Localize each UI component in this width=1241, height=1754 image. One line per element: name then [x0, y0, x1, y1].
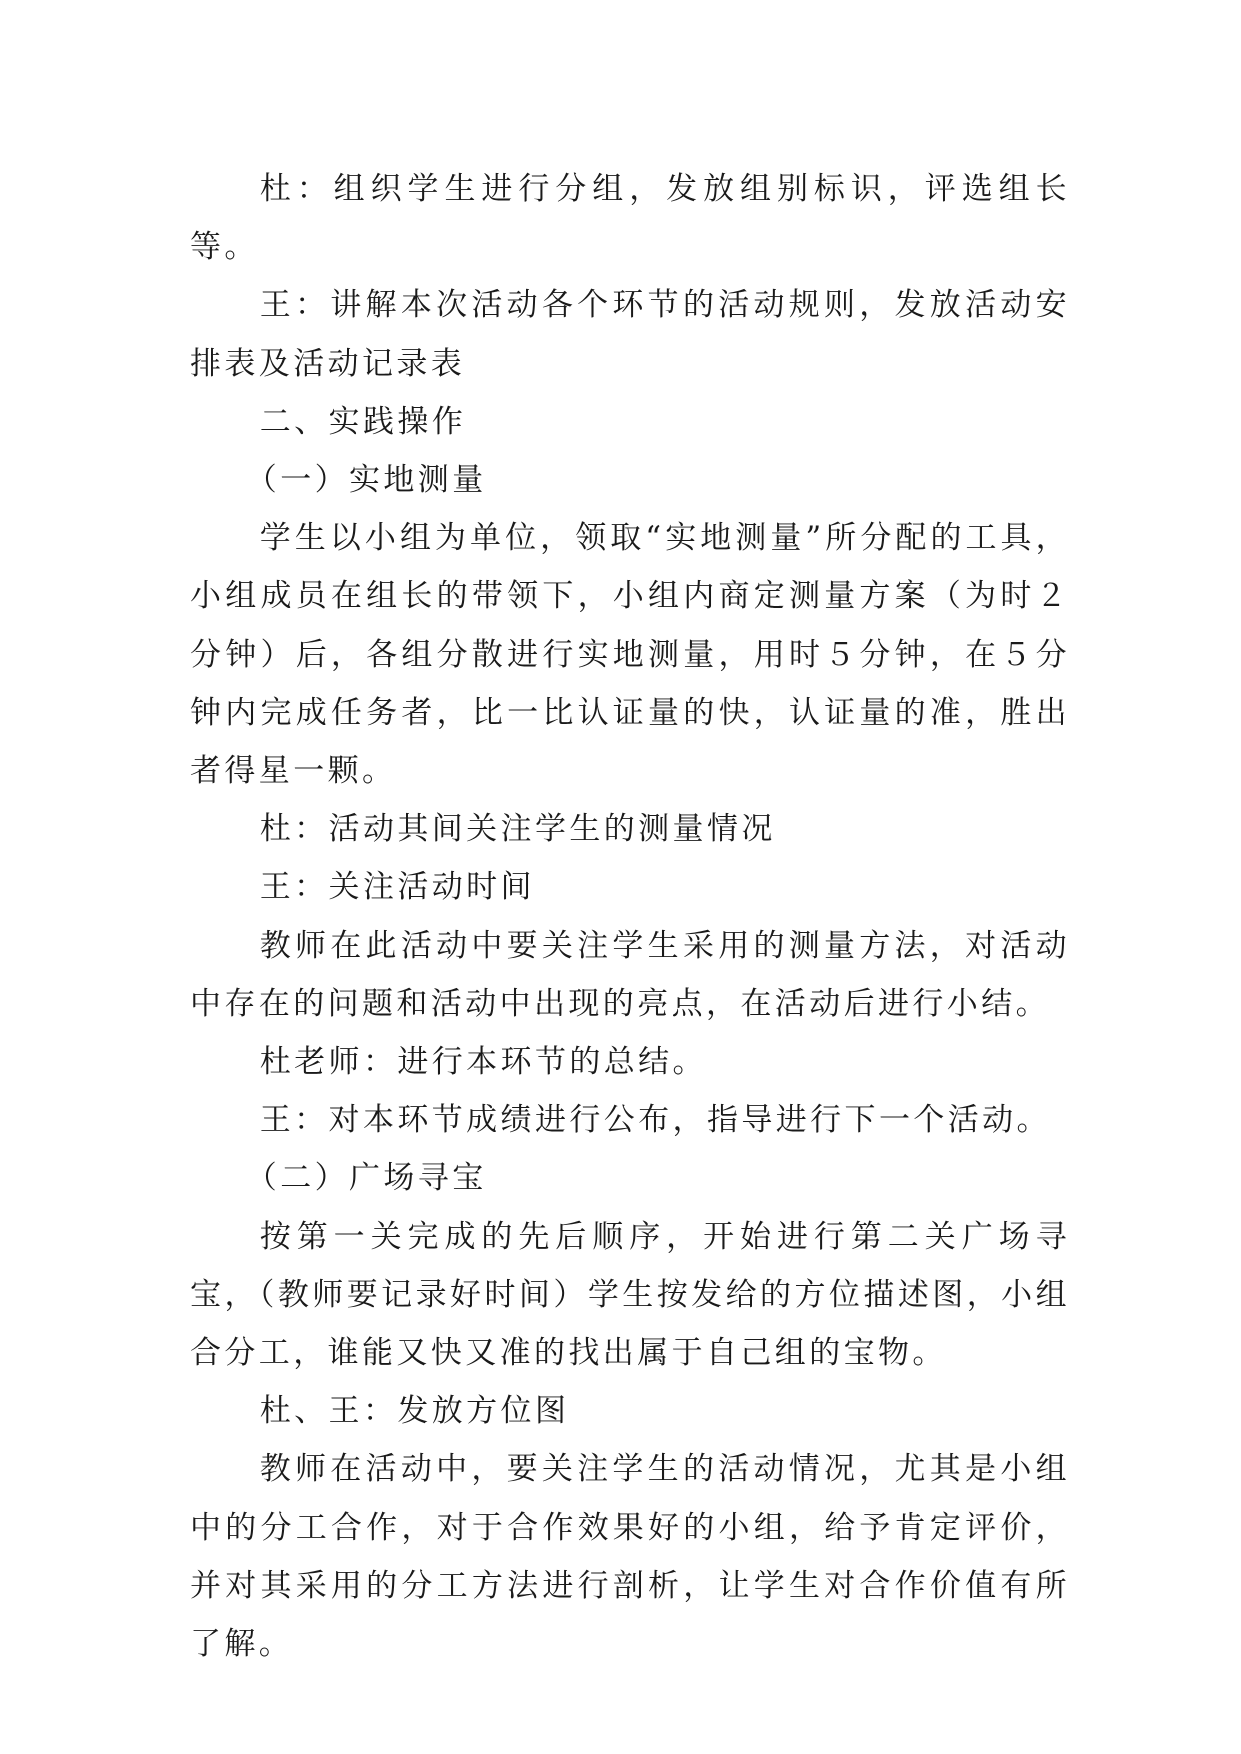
- paragraph-teacher-summary: 教师在此活动中要关注学生采用的测量方法，对活动中存在的问题和活动中出现的亮点，在活动后进行小结。: [190, 927, 1070, 1022]
- paragraph-treasure-task: 按第一关完成的先后顺序，开始进行第二关广场寻宝，（教师要记录好时间）学生按发给的方位描述图，小组合分工，谁能又快又准的找出属于自己组的宝物。: [190, 1218, 1070, 1372]
- paragraph-wang-rules: 王：讲解本次活动各个环节的活动规则，发放活动安排表及活动记录表: [190, 287, 1070, 382]
- subsection-heading-measurement: （一）实地测量: [245, 462, 487, 499]
- paragraph-wang-time: 王：关注活动时间: [259, 869, 535, 906]
- paragraph-du-wang-maps: 杜、王：发放方位图: [259, 1393, 570, 1430]
- paragraph-du-observe: 杜：活动其间关注学生的测量情况: [259, 811, 776, 848]
- subsection-heading-treasure: （二）广场寻宝: [245, 1160, 487, 1197]
- paragraph-du-grouping: 杜：组织学生进行分组，发放组别标识，评选组长等。: [190, 171, 1070, 266]
- paragraph-measurement-task: 学生以小组为单位，领取“实地测量”所分配的工具，小组成员在组长的带领下，小组内商定测量方案（为时２分钟）后，各组分散进行实地测量，用时５分钟，在５分钟内完成任务者，比一比认证量的快，认证量的准，胜出者得星一颗。: [190, 520, 1070, 790]
- paragraph-teacher-cooperation: 教师在活动中，要关注学生的活动情况，尤其是小组中的分工合作，对于合作效果好的小组，给予肯定评价，并对其采用的分工方法进行剖析，让学生对合作价值有所了解。: [190, 1451, 1070, 1663]
- document-body: [190, 160, 1070, 1673]
- paragraph-du-conclusion: 杜老师：进行本环节的总结。: [259, 1044, 707, 1081]
- section-heading-practice: 二、实践操作: [259, 403, 467, 440]
- paragraph-wang-results: 王：对本环节成绩进行公布，指导进行下一个活动。: [259, 1102, 1051, 1139]
